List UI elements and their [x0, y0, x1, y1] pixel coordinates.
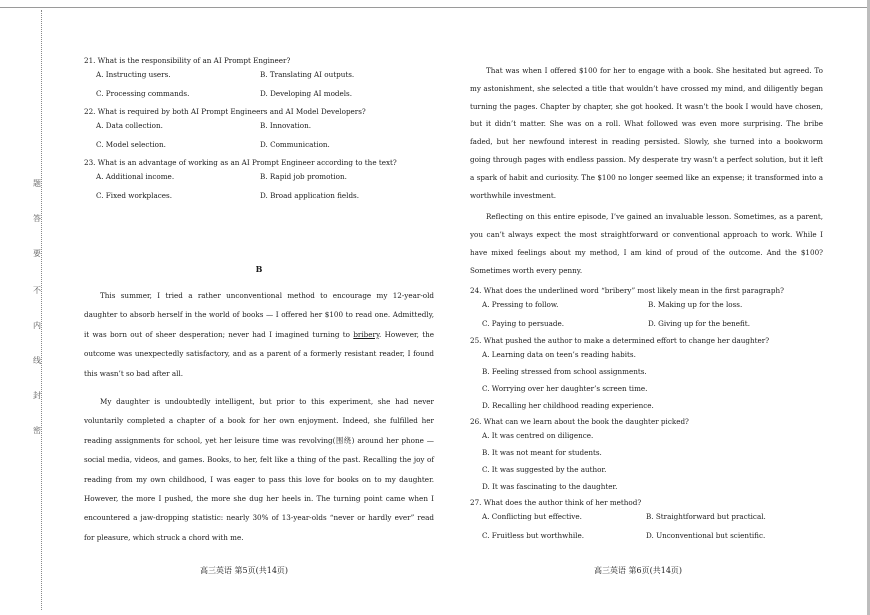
- left-column: [84, 56, 434, 206]
- question-27: [470, 498, 823, 546]
- option-b[interactable]: B. Feeling stressed from school assignments.: [482, 366, 647, 376]
- right-column: [470, 62, 823, 546]
- binding-char: 题: [33, 179, 41, 188]
- section-heading: B: [255, 264, 263, 274]
- binding-char: 答: [33, 214, 41, 223]
- option-d[interactable]: D. Developing AI models.: [260, 89, 353, 98]
- binding-dotted-line: [41, 10, 42, 610]
- option-c[interactable]: C. Paying to persuade.: [482, 318, 565, 328]
- option-b[interactable]: B. Rapid job promotion.: [260, 172, 347, 181]
- option-c[interactable]: C. Model selection.: [96, 140, 166, 149]
- page-top-border: [0, 7, 870, 8]
- option-d[interactable]: D. It was fascinating to the daughter.: [482, 481, 618, 491]
- option-c[interactable]: C. Worrying over her daughter’s screen time.: [482, 383, 648, 393]
- option-a[interactable]: A. Learning data on teen’s reading habits.: [482, 349, 636, 359]
- option-a[interactable]: A. Data collection.: [96, 121, 163, 130]
- paragraph-3: That was when I offered $100 for her to engage with a book. She hesitated but agreed. To my astonishment, she selected a title that wouldn’t have crossed my mind, and diligently began turning the pages. Chapter by chapter, she got hooked. It wasn’t the book I would have chosen, but it didn’t matter. She was on a roll. What followed was even more surprising. The bribe faded, but her newfound interest in reading persisted. Slowly, she turned into a bookworm going through pages with endless passion. My desperate try wasn’t a perfect solution, but it left a spark of habit and curiosity. The $100 no longer seemed like an expense; it transformed into a worthwhile investment.: [470, 66, 823, 200]
- paragraph-4: Reflecting on this entire episode, I’ve gained an invaluable lesson. Sometimes, as a parent, you can’t always expect the most straightforward or conventional approach to work. While I have mixed feelings about my method, I am kind of proud of the outcome. And the $100? Sometimes worth every penny.: [470, 212, 823, 275]
- question-26: [470, 417, 823, 495]
- option-b[interactable]: B. It was not meant for students.: [482, 447, 602, 457]
- binding-char: 内: [33, 321, 41, 330]
- option-b[interactable]: B. Making up for the loss.: [648, 299, 743, 309]
- question-stem: 23. What is an advantage of working as an AI Prompt Engineer according to the text?: [84, 158, 397, 167]
- question-21: [84, 56, 434, 104]
- binding-char: 要: [33, 249, 41, 258]
- option-d[interactable]: D. Recalling her childhood reading experience.: [482, 400, 654, 410]
- underlined-word: bribery: [353, 329, 380, 339]
- option-c[interactable]: C. Fruitless but worthwhile.: [482, 530, 585, 540]
- option-b[interactable]: B. Straightforward but practical.: [646, 511, 766, 521]
- question-stem: 26. What can we learn about the book the daughter picked?: [470, 416, 689, 426]
- option-d[interactable]: D. Broad application fields.: [260, 191, 360, 200]
- question-23: [84, 158, 434, 206]
- option-c[interactable]: C. It was suggested by the author.: [482, 464, 607, 474]
- page-footer-left: 高三英语 第5页(共14页): [200, 566, 289, 575]
- question-22: [84, 107, 434, 155]
- option-d[interactable]: D. Communication.: [260, 140, 330, 149]
- binding-char: 封: [33, 391, 41, 400]
- question-25: [470, 336, 823, 414]
- option-a[interactable]: A. It was centred on diligence.: [482, 430, 594, 440]
- option-b[interactable]: B. Innovation.: [260, 121, 312, 130]
- option-a[interactable]: A. Additional income.: [96, 172, 175, 181]
- page-footer-right: 高三英语 第6页(共14页): [594, 566, 683, 575]
- question-stem: 25. What pushed the author to make a determined effort to change her daughter?: [470, 335, 770, 345]
- question-stem: 21. What is the responsibility of an AI Prompt Engineer?: [84, 56, 291, 65]
- question-stem: 24. What does the underlined word “bribery” most likely mean in the first paragraph?: [470, 285, 784, 295]
- paragraph-2: My daughter is undoubtedly intelligent, but prior to this experiment, she had never voluntarily completed a chapter of a book for her own enjoyment. Indeed, she fulfilled her reading assignments for school, yet her leisure time was revolving(围绕) around her phone — social media, videos, and games. Books, to her, felt like a thing of the past. Recalling the joy of reading from my own childhood, I was eager to pass this love for books on to my daughter. However, the more I pushed, the more she dug her heels in. The turning point came when I encountered a jaw-dropping statistic: nearly 30% of 13-year-olds “never or hardly ever” read for pleasure, which struck a chord with me.: [84, 397, 434, 542]
- question-stem: 27. What does the author think of her method?: [470, 497, 642, 507]
- question-24: [470, 286, 823, 334]
- binding-char: 密: [33, 426, 41, 435]
- paragraph-1: This summer, I tried a rather unconventional method to encourage my 12-year-old daughter to absorb herself in the world of books — I offered her $100 to read one. Admittedly, it was born out of sheer desperation; never had I imagined turning to bribery. However, the outcome was unexpectedly satisfactory, and as a parent of a formerly resistant reader, I found this wasn’t so bad after all.: [84, 291, 434, 378]
- question-stem: 22. What is required by both AI Prompt Engineers and AI Model Developers?: [84, 107, 366, 116]
- binding-char: 不: [33, 286, 41, 295]
- option-c[interactable]: C. Processing commands.: [96, 89, 190, 98]
- option-a[interactable]: A. Conflicting but effective.: [482, 511, 582, 521]
- option-d[interactable]: D. Giving up for the benefit.: [648, 318, 750, 328]
- option-d[interactable]: D. Unconventional but scientific.: [646, 530, 766, 540]
- option-a[interactable]: A. Instructing users.: [96, 70, 171, 79]
- passage-b: [84, 264, 434, 547]
- option-b[interactable]: B. Translating AI outputs.: [260, 70, 355, 79]
- option-a[interactable]: A. Pressing to follow.: [482, 299, 559, 309]
- binding-char: 线: [33, 356, 41, 365]
- option-c[interactable]: C. Fixed workplaces.: [96, 191, 172, 200]
